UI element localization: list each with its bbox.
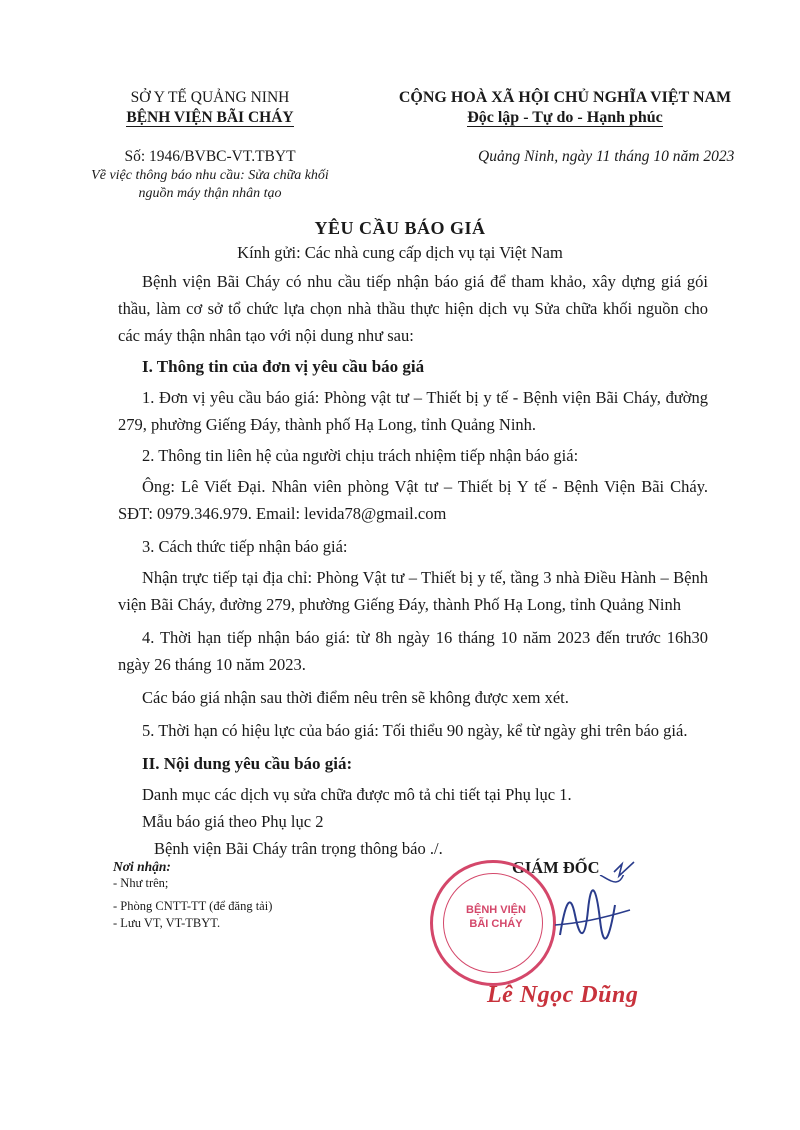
intro-paragraph: Bệnh viện Bãi Cháy có nhu cầu tiếp nhận báo giá để tham khảo, xây dựng giá gói thầu, làm cơ sở tổ chức lựa chọn nhà thầu thực hiện dịch vụ Sửa chữa khối nguồn cho các máy thận nhân tạo với nội dung như sau: bbox=[118, 272, 708, 345]
document-number: Số: 1946/BVBC-VT.TBYT bbox=[124, 148, 296, 165]
document-body bbox=[118, 268, 708, 862]
stamp-line-2: BÃI CHÁY bbox=[469, 918, 523, 930]
receiver-item: - Phòng CNTT-TT (để đăng tải) bbox=[113, 899, 273, 913]
hospital-name: BỆNH VIỆN BÃI CHÁY bbox=[126, 109, 294, 126]
signer-name: Lê Ngọc Dũng bbox=[487, 982, 639, 1008]
document-title: YÊU CẦU BÁO GIÁ bbox=[314, 218, 486, 238]
section-2-heading: II. Nội dung yêu cầu báo giá: bbox=[142, 754, 353, 773]
contact-info: Ông: Lê Viết Đại. Nhân viên phòng Vật tư – Thiết bị Y tế - Bệnh Viện Bãi Cháy. SĐT: 0979.346.979. Email: levida78@gmail.com bbox=[118, 477, 708, 523]
receive-method: Nhận trực tiếp tại địa chỉ: Phòng Vật tư – Thiết bị y tế, tầng 3 nhà Điều Hành – Bệnh viện Bãi Cháy, đường 279, phường Giếng Đáy, thành Phố Hạ Long, tỉnh Quảng Ninh bbox=[118, 568, 708, 614]
signer-position: GIÁM ĐỐC bbox=[512, 858, 600, 877]
section-1-item-3: 3. Cách thức tiếp nhận báo giá: bbox=[142, 537, 348, 556]
section-2-line-1: Danh mục các dịch vụ sửa chữa được mô tả chi tiết tại Phụ lục 1. bbox=[142, 785, 572, 804]
document-date: Quảng Ninh, ngày 11 tháng 10 năm 2023 bbox=[478, 148, 735, 165]
document-subject bbox=[80, 167, 340, 203]
signature-tick-icon bbox=[610, 858, 640, 880]
hospital-name-block bbox=[80, 108, 340, 128]
national-motto: Độc lập - Tự do - Hạnh phúc bbox=[467, 109, 663, 126]
subject-line-1: Về việc thông báo nhu cầu: Sửa chữa khối bbox=[91, 168, 329, 183]
stamp-line-1: BỆNH VIỆN bbox=[466, 904, 526, 916]
late-note: Các báo giá nhận sau thời điểm nêu trên sẽ không được xem xét. bbox=[142, 688, 569, 707]
section-1-item-1: 1. Đơn vị yêu cầu báo giá: Phòng vật tư – Thiết bị y tế - Bệnh viện Bãi Cháy, đường 279, phường Giếng Đáy, thành phố Hạ Long, tỉnh Quảng Ninh. bbox=[118, 388, 708, 434]
receivers-heading: Nơi nhận: bbox=[113, 859, 171, 874]
section-1-item-2: 2. Thông tin liên hệ của người chịu trách nhiệm tiếp nhận báo giá: bbox=[142, 446, 579, 465]
receiver-item: - Như trên; bbox=[113, 876, 169, 890]
receivers-block bbox=[113, 858, 373, 932]
agency-name: SỞ Y TẾ QUẢNG NINH bbox=[130, 89, 290, 106]
section-2-line-2: Mẫu báo giá theo Phụ lục 2 bbox=[142, 812, 324, 831]
subject-line-2: nguồn máy thận nhân tạo bbox=[138, 186, 282, 201]
motto-block bbox=[375, 109, 755, 127]
closing-line: Bệnh viện Bãi Cháy trân trọng thông báo ./. bbox=[154, 839, 443, 858]
handwritten-signature-icon bbox=[540, 875, 640, 955]
official-stamp bbox=[430, 860, 556, 986]
recipient-line: Kính gửi: Các nhà cung cấp dịch vụ tại Việt Nam bbox=[237, 243, 563, 262]
section-1-heading: I. Thông tin của đơn vị yêu cầu báo giá bbox=[142, 357, 425, 376]
section-1-item-5: 5. Thời hạn có hiệu lực của báo giá: Tối thiểu 90 ngày, kể từ ngày ghi trên báo giá. bbox=[142, 721, 688, 740]
section-1-item-4: 4. Thời hạn tiếp nhận báo giá: từ 8h ngày 16 tháng 10 năm 2023 đến trước 16h30 ngày 26 tháng 10 năm 2023. bbox=[118, 628, 708, 674]
receiver-item: - Lưu VT, VT-TBYT. bbox=[113, 916, 221, 930]
country-name: CỘNG HOÀ XÃ HỘI CHỦ NGHĨA VIỆT NAM bbox=[398, 89, 732, 106]
